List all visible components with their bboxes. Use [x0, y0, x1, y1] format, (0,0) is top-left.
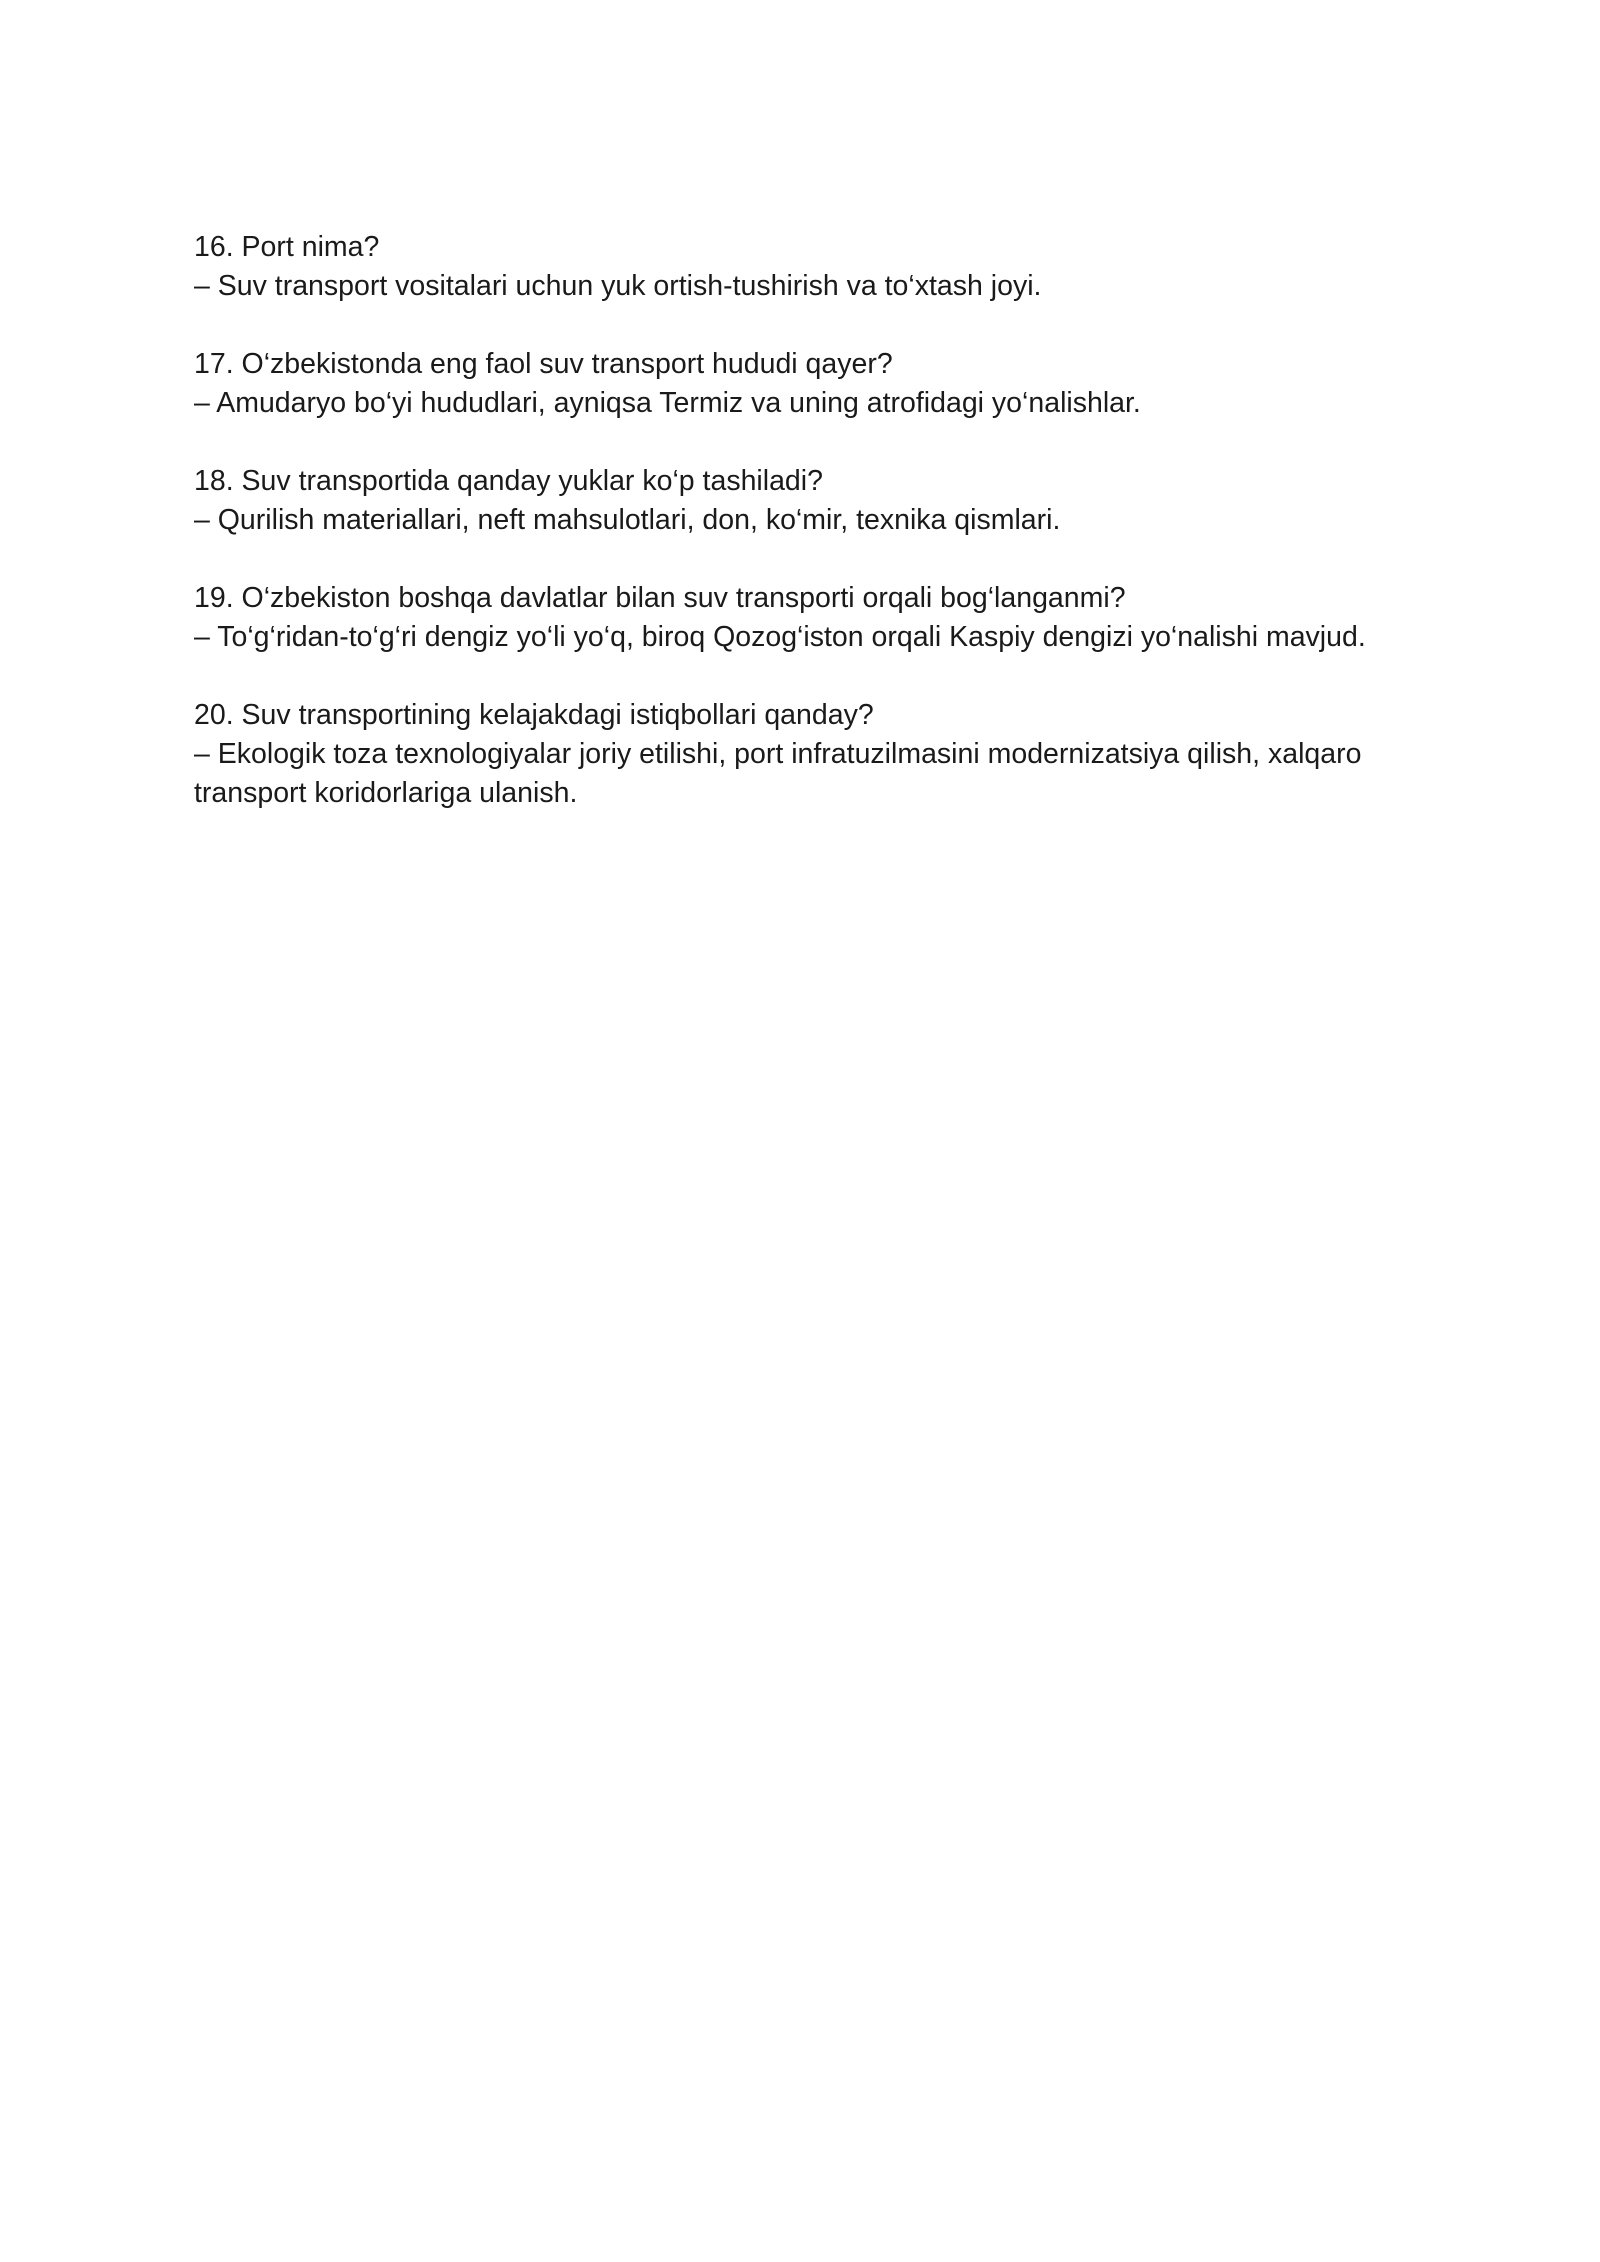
question-text: 18. Suv transportida qanday yuklar ko‘p tashiladi? — [194, 465, 823, 497]
question-text: 20. Suv transportining kelajakdagi istiqbollari qanday? — [194, 699, 874, 731]
answer-text: – To‘g‘ridan-to‘g‘ri dengiz yo‘li yo‘q, biroq Qozog‘iston orqali Kaspiy dengizi yo‘nalishi mavjud. — [194, 621, 1366, 653]
question-text: 19. O‘zbekiston boshqa davlatlar bilan suv transporti orqali bog‘langanmi? — [194, 582, 1126, 614]
qa-list — [194, 228, 1424, 852]
question-text: 17. O‘zbekistonda eng faol suv transport hududi qayer? — [194, 348, 893, 380]
qa-item — [194, 462, 1424, 540]
answer-text: – Amudaryo bo‘yi hududlari, ayniqsa Termiz va uning atrofidagi yo‘nalishlar. — [194, 387, 1141, 419]
qa-item — [194, 345, 1424, 423]
question-text: 16. Port nima? — [194, 231, 380, 263]
qa-item — [194, 696, 1424, 813]
answer-text: – Ekologik toza texnologiyalar joriy etilishi, port infratuzilmasini modernizatsiya qilish, xalqaro transport koridorlariga ulanish. — [194, 738, 1362, 809]
answer-text: – Suv transport vositalari uchun yuk ortish-tushirish va to‘xtash joyi. — [194, 270, 1042, 302]
qa-item — [194, 579, 1424, 657]
answer-text: – Qurilish materiallari, neft mahsulotlari, don, ko‘mir, texnika qismlari. — [194, 504, 1061, 536]
qa-item — [194, 228, 1424, 306]
